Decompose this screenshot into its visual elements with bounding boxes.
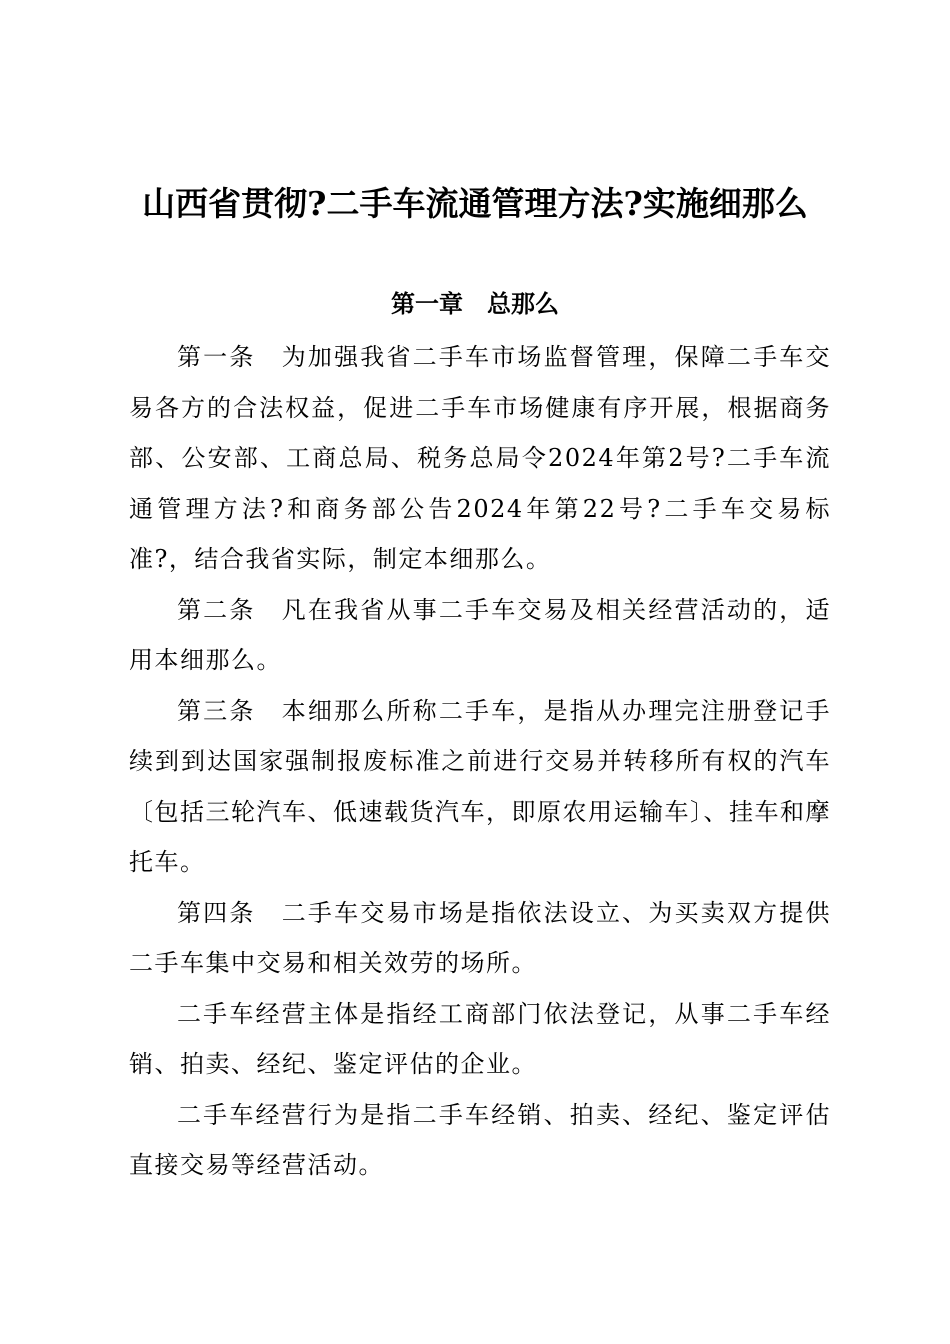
article-2-paragraph — [129, 585, 831, 686]
article-number: 第一条 — [177, 343, 282, 371]
article-3-paragraph — [129, 686, 831, 888]
chapter-title: 第一章 总那么 — [391, 289, 559, 318]
article-number: 第四条 — [177, 898, 282, 927]
article-4-paragraph — [129, 888, 831, 989]
article-number: 第三条 — [177, 696, 282, 725]
article-4-paragraph-3 — [129, 1090, 831, 1191]
article-text: 二手车经营主体是指经工商部门依法登记，从事二手车经销、拍卖、经纪、鉴定评估的企业。 — [129, 999, 831, 1078]
article-4-paragraph-2 — [129, 989, 831, 1090]
article-1-paragraph — [129, 332, 831, 585]
document-body — [129, 332, 831, 1191]
article-text: 凡在我省从事二手车交易及相关经营活动的，适用本细那么。 — [129, 595, 831, 674]
article-number: 第二条 — [177, 595, 282, 624]
article-text: 为加强我省二手车市场监督管理，保障二手车交易各方的合法权益，促进二手车市场健康有序开展，根据商务部、公安部、工商总局、税务总局令2024年第2号?二手车流通管理方法?和商务部公告2024年第22号?二手车交易标准?，结合我省实际，制定本细那么。 — [129, 343, 831, 573]
document-title: 山西省贯彻?二手车流通管理方法?实施细那么 — [142, 184, 808, 223]
article-text: 二手车交易市场是指依法设立、为买卖双方提供二手车集中交易和相关效劳的场所。 — [129, 898, 831, 977]
article-text: 本细那么所称二手车，是指从办理完注册登记手续到到达国家强制报废标准之前进行交易并转移所有权的汽车〔包括三轮汽车、低速载货汽车，即原农用运输车〕、挂车和摩托车。 — [129, 696, 831, 876]
article-text: 二手车经营行为是指二手车经销、拍卖、经纪、鉴定评估直接交易等经营活动。 — [129, 1100, 831, 1179]
